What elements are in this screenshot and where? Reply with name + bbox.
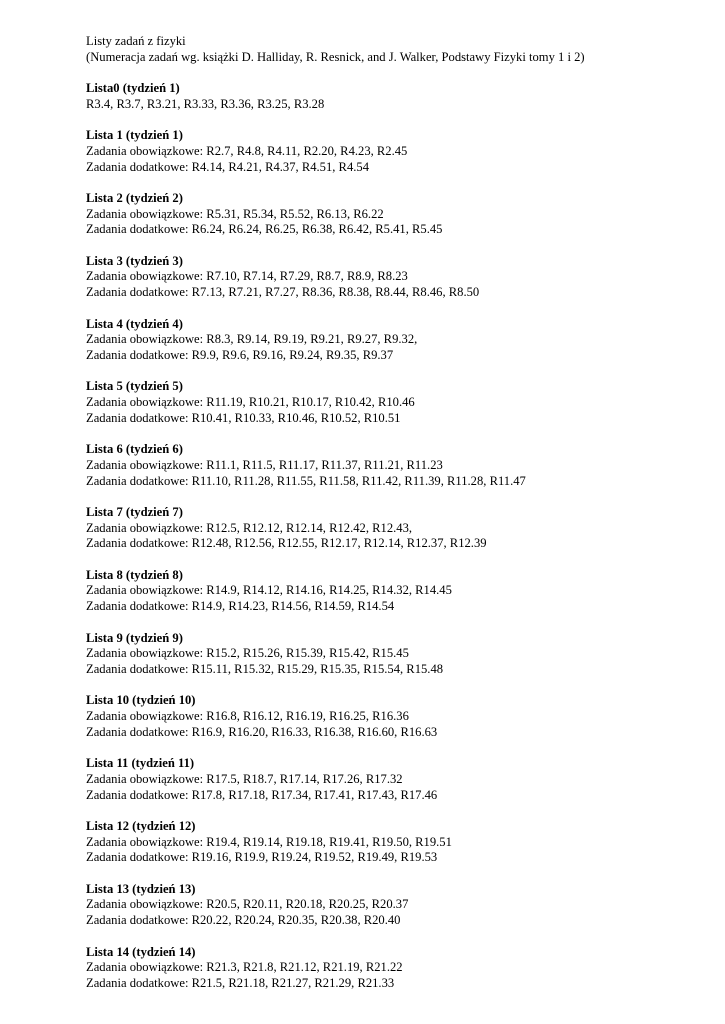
list-section xyxy=(86,442,716,489)
list-title: Lista 2 (tydzień 2) xyxy=(86,190,183,205)
list-line: Zadania obowiązkowe: R2.7, R4.8, R4.11, R2.20, R4.23, R2.45 xyxy=(86,143,408,158)
list-line: Zadania dodatkowe: R20.22, R20.24, R20.35, R20.38, R20.40 xyxy=(86,913,401,928)
list-section xyxy=(86,819,716,866)
list-title: Lista 7 (tydzień 7) xyxy=(86,504,183,519)
list-title: Lista 3 (tydzień 3) xyxy=(86,253,183,268)
list-title: Lista0 (tydzień 1) xyxy=(86,81,180,96)
list-line: Zadania obowiązkowe: R20.5, R20.11, R20.18, R20.25, R20.37 xyxy=(86,897,409,912)
list-section xyxy=(86,693,716,740)
list-line: Zadania obowiązkowe: R16.8, R16.12, R16.19, R16.25, R16.36 xyxy=(86,709,409,724)
list-section xyxy=(86,81,716,112)
list-line: Zadania dodatkowe: R9.9, R9.6, R9.16, R9.24, R9.35, R9.37 xyxy=(86,347,394,362)
list-title: Lista 8 (tydzień 8) xyxy=(86,567,183,582)
list-section xyxy=(86,568,716,615)
list-line: Zadania dodatkowe: R17.8, R17.18, R17.34, R17.41, R17.43, R17.46 xyxy=(86,787,438,802)
list-line: Zadania obowiązkowe: R7.10, R7.14, R7.29, R8.7, R8.9, R8.23 xyxy=(86,269,408,284)
list-line: Zadania dodatkowe: R10.41, R10.33, R10.46, R10.52, R10.51 xyxy=(86,410,401,425)
list-section xyxy=(86,128,716,175)
list-title: Lista 5 (tydzień 5) xyxy=(86,379,183,394)
list-line: Zadania obowiązkowe: R15.2, R15.26, R15.39, R15.42, R15.45 xyxy=(86,646,409,661)
list-section xyxy=(86,379,716,426)
list-line: Zadania dodatkowe: R14.9, R14.23, R14.56, R14.59, R14.54 xyxy=(86,599,395,614)
document-header xyxy=(86,34,716,65)
list-section xyxy=(86,882,716,929)
list-line: Zadania obowiązkowe: R21.3, R21.8, R21.12, R21.19, R21.22 xyxy=(86,960,403,975)
problem-lists xyxy=(86,81,716,992)
list-section xyxy=(86,756,716,803)
list-line: Zadania dodatkowe: R21.5, R21.18, R21.27, R21.29, R21.33 xyxy=(86,975,395,990)
list-line: Zadania obowiązkowe: R11.1, R11.5, R11.17, R11.37, R11.21, R11.23 xyxy=(86,457,443,472)
list-title: Lista 11 (tydzień 11) xyxy=(86,756,195,771)
list-line: Zadania obowiązkowe: R8.3, R9.14, R9.19, R9.21, R9.27, R9.32, xyxy=(86,332,418,347)
list-line: Zadania dodatkowe: R19.16, R19.9, R19.24, R19.52, R19.49, R19.53 xyxy=(86,850,438,865)
list-line: Zadania obowiązkowe: R17.5, R18.7, R17.14, R17.26, R17.32 xyxy=(86,771,403,786)
list-line: Zadania dodatkowe: R4.14, R4.21, R4.37, R4.51, R4.54 xyxy=(86,159,369,174)
list-title: Lista 1 (tydzień 1) xyxy=(86,128,183,143)
list-line: Zadania dodatkowe: R15.11, R15.32, R15.29, R15.35, R15.54, R15.48 xyxy=(86,661,444,676)
list-section xyxy=(86,254,716,301)
list-title: Lista 6 (tydzień 6) xyxy=(86,442,183,457)
list-line: Zadania obowiązkowe: R14.9, R14.12, R14.16, R14.25, R14.32, R14.45 xyxy=(86,583,452,598)
list-section xyxy=(86,505,716,552)
document-title: Listy zadań z fizyki xyxy=(86,34,186,48)
list-section xyxy=(86,945,716,992)
list-line: Zadania dodatkowe: R11.10, R11.28, R11.55, R11.58, R11.42, R11.39, R11.28, R11.47 xyxy=(86,473,526,488)
list-line: Zadania dodatkowe: R7.13, R7.21, R7.27, R8.36, R8.38, R8.44, R8.46, R8.50 xyxy=(86,285,480,300)
list-line: Zadania obowiązkowe: R11.19, R10.21, R10.17, R10.42, R10.46 xyxy=(86,395,415,410)
list-line: Zadania dodatkowe: R16.9, R16.20, R16.33, R16.38, R16.60, R16.63 xyxy=(86,724,438,739)
list-line: Zadania obowiązkowe: R5.31, R5.34, R5.52, R6.13, R6.22 xyxy=(86,206,384,221)
list-title: Lista 10 (tydzień 10) xyxy=(86,693,196,708)
list-line: Zadania dodatkowe: R6.24, R6.24, R6.25, R6.38, R6.42, R5.41, R5.45 xyxy=(86,222,443,237)
list-title: Lista 9 (tydzień 9) xyxy=(86,630,183,645)
list-line: Zadania obowiązkowe: R19.4, R19.14, R19.18, R19.41, R19.50, R19.51 xyxy=(86,834,452,849)
list-line: R3.4, R3.7, R3.21, R3.33, R3.36, R3.25, R3.28 xyxy=(86,96,325,111)
list-title: Lista 13 (tydzień 13) xyxy=(86,881,196,896)
list-title: Lista 4 (tydzień 4) xyxy=(86,316,183,331)
list-section xyxy=(86,191,716,238)
list-line: Zadania obowiązkowe: R12.5, R12.12, R12.14, R12.42, R12.43, xyxy=(86,520,413,535)
list-title: Lista 14 (tydzień 14) xyxy=(86,944,196,959)
list-line: Zadania dodatkowe: R12.48, R12.56, R12.55, R12.17, R12.14, R12.37, R12.39 xyxy=(86,536,487,551)
list-section xyxy=(86,317,716,364)
list-title: Lista 12 (tydzień 12) xyxy=(86,818,196,833)
list-section xyxy=(86,631,716,678)
document-subtitle: (Numeracja zadań wg. książki D. Halliday, R. Resnick, and J. Walker, Podstawy Fizyki tomy 1 i 2) xyxy=(86,49,585,64)
document-page xyxy=(86,34,716,992)
